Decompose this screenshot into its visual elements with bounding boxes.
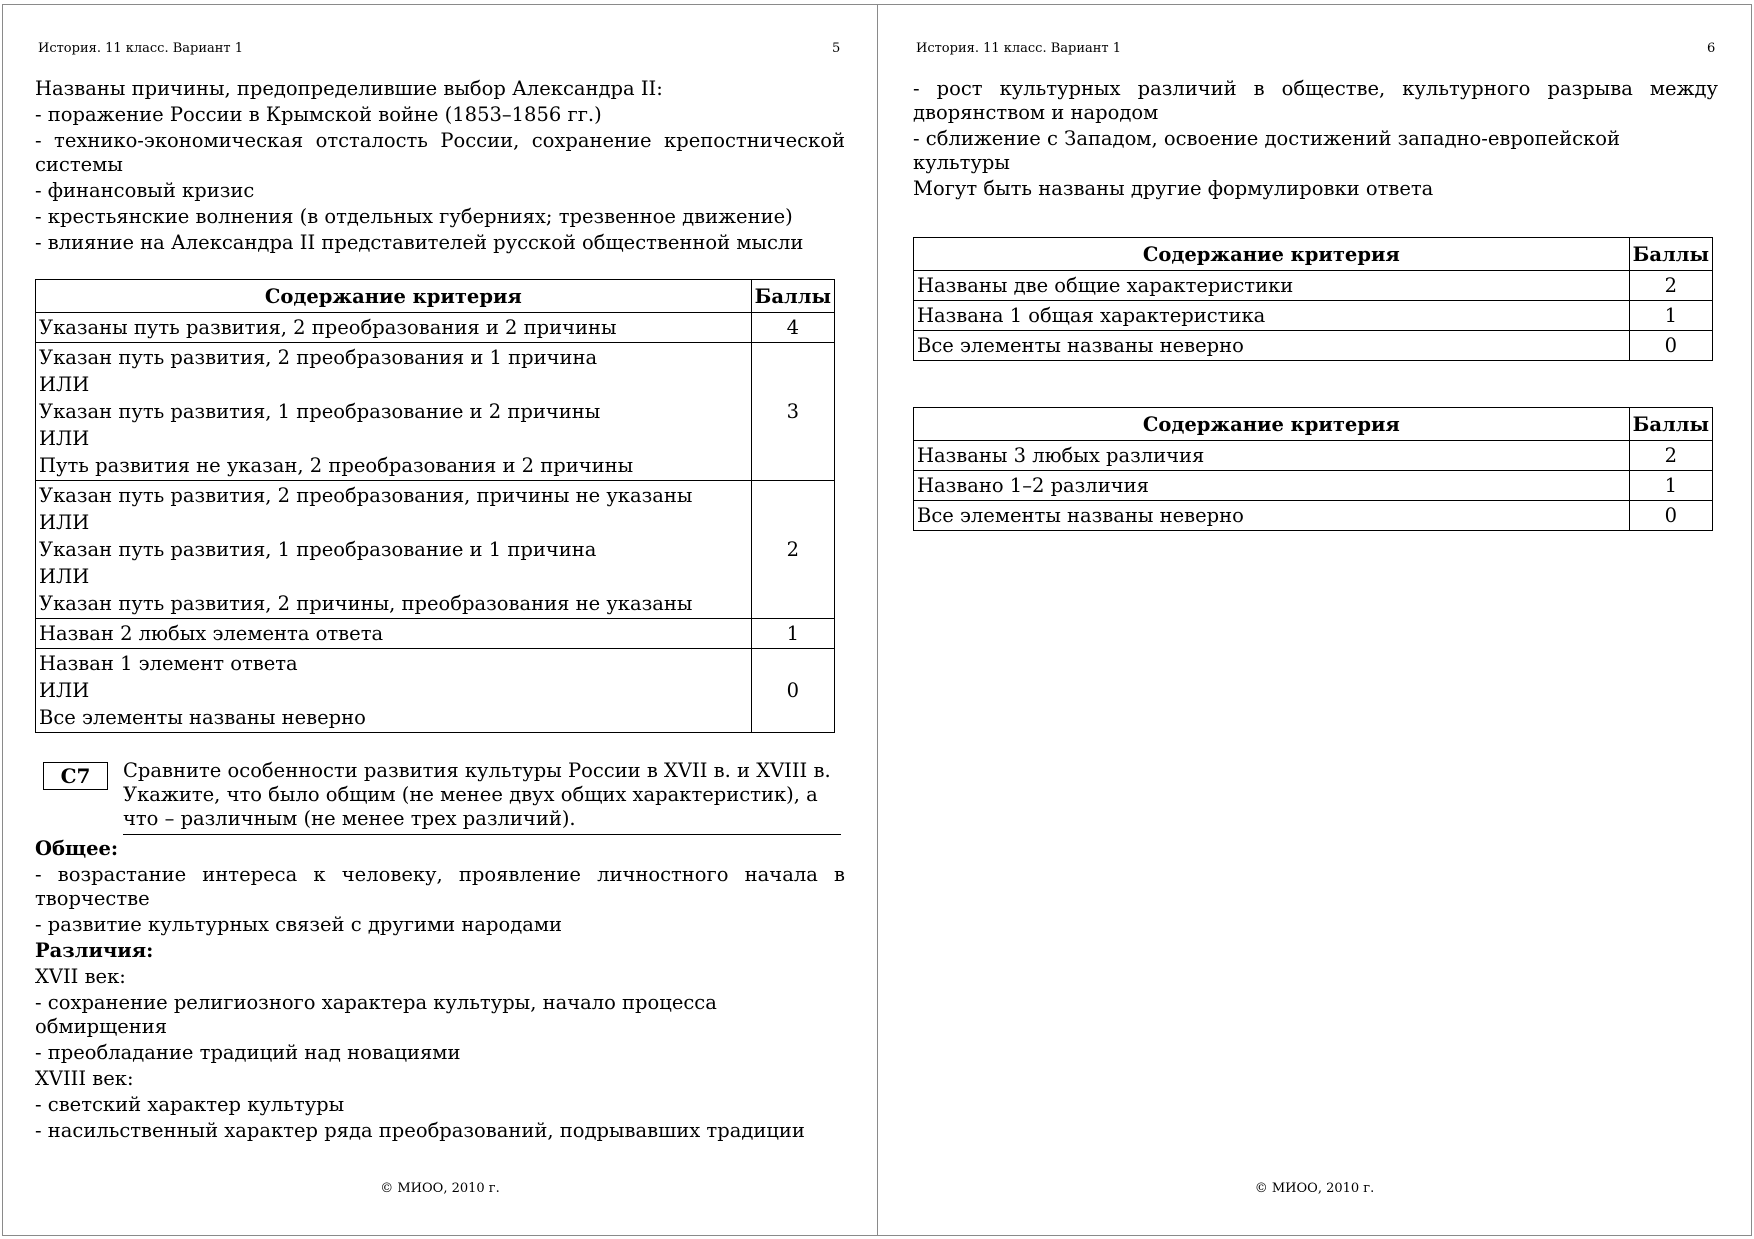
table-header-row — [36, 280, 835, 313]
common-heading: Общее: — [35, 837, 119, 860]
difference-item: - светский характер культуры — [35, 1093, 345, 1116]
criterion-header: Содержание критерия — [36, 280, 752, 313]
score-header: Баллы — [751, 280, 834, 313]
score-value: 0 — [1629, 331, 1712, 361]
differences-heading: Различия: — [35, 939, 154, 962]
page-5 — [2, 4, 878, 1236]
intro-line: - технико-экономическая отсталость России, сохранение крепостнической системы — [35, 129, 845, 176]
criterion-text: Путь развития не указан, 2 преобразования и 2 причины — [39, 454, 634, 477]
table-row — [914, 441, 1713, 471]
page-number: 5 — [832, 41, 841, 56]
table-header-row — [914, 238, 1713, 271]
difference-item: - сближение с Западом, освоение достижений западно-европейской культуры — [913, 127, 1620, 174]
score-value: 2 — [751, 481, 834, 619]
criterion-text: Указан путь развития, 1 преобразование и 2 причины — [39, 400, 601, 423]
page-header-title: История. 11 класс. Вариант 1 — [38, 41, 244, 56]
intro-line: Названы причины, предопределившие выбор Александра II: — [35, 77, 663, 100]
criterion-text: ИЛИ — [39, 427, 90, 450]
century-heading: XVII век: — [35, 965, 126, 988]
criterion-text: Все элементы названы неверно — [39, 706, 366, 729]
criterion-text: Указан путь развития, 2 причины, преобразования не указаны — [39, 592, 693, 615]
criterion-text: Названы 3 любых различия — [914, 441, 1630, 471]
table-row — [914, 301, 1713, 331]
table-row — [914, 331, 1713, 361]
answer-note: Могут быть названы другие формулировки ответа — [913, 177, 1434, 200]
intro-line: - финансовый кризис — [35, 179, 255, 202]
score-value: 0 — [751, 649, 834, 733]
criteria-table-common — [913, 237, 1713, 361]
intro-line: - влияние на Александра II представителей русской общественной мысли — [35, 231, 804, 254]
document-spread — [2, 4, 1752, 1236]
page-6-content — [913, 77, 1718, 531]
criterion-text: Указан путь развития, 2 преобразования и 1 причина — [39, 346, 598, 369]
criterion-text: ИЛИ — [39, 373, 90, 396]
criterion-text: ИЛИ — [39, 679, 90, 702]
task-c7 — [35, 759, 845, 835]
intro-line: - крестьянские волнения (в отдельных губерниях; трезвенное движение) — [35, 205, 793, 228]
century-heading: XVIII век: — [35, 1067, 134, 1090]
score-value: 3 — [751, 343, 834, 481]
difference-item: - преобладание традиций над новациями — [35, 1041, 461, 1064]
page-footer: © МИОО, 2010 г. — [1254, 1181, 1375, 1196]
criteria-table-c6 — [35, 279, 835, 733]
task-text: Сравните особенности развития культуры России в XVII в. и XVIII в. Укажите, что было общим (не менее двух общих характеристик), а что – различным (не менее трех различий). — [123, 759, 841, 835]
score-value: 1 — [1629, 471, 1712, 501]
table-row — [914, 501, 1713, 531]
common-item: - возрастание интереса к человеку, проявление личностного начала в творчестве — [35, 863, 845, 910]
criterion-text: Указан путь развития, 2 преобразования, причины не указаны — [39, 484, 693, 507]
score-value: 0 — [1629, 501, 1712, 531]
table-row — [36, 343, 835, 481]
table-row — [914, 271, 1713, 301]
criterion-text: Указан путь развития, 1 преобразование и 1 причина — [39, 538, 597, 561]
score-value: 4 — [751, 313, 834, 343]
criterion-text: Названо 1–2 различия — [914, 471, 1630, 501]
score-header: Баллы — [1629, 238, 1712, 271]
criterion-text: Названа 1 общая характеристика — [914, 301, 1630, 331]
score-value: 1 — [1629, 301, 1712, 331]
score-header: Баллы — [1629, 408, 1712, 441]
criterion-text: Названы две общие характеристики — [914, 271, 1630, 301]
criterion-header: Содержание критерия — [914, 408, 1630, 441]
intro-line: - поражение России в Крымской войне (1853–1856 гг.) — [35, 103, 602, 126]
criteria-table-differences — [913, 407, 1713, 531]
criterion-header: Содержание критерия — [914, 238, 1630, 271]
table-row — [36, 313, 835, 343]
page-5-content — [35, 77, 845, 1145]
task-label: C7 — [43, 762, 108, 790]
table-header-row — [914, 408, 1713, 441]
criterion-text: Все элементы названы неверно — [914, 331, 1630, 361]
score-value: 2 — [1629, 441, 1712, 471]
table-row — [36, 649, 835, 733]
criterion-text: ИЛИ — [39, 565, 90, 588]
difference-item: - сохранение религиозного характера культуры, начало процесса обмирщения — [35, 991, 717, 1038]
criterion-text: Назван 1 элемент ответа — [39, 652, 298, 675]
criterion-text: Назван 2 любых элемента ответа — [39, 622, 384, 645]
table-row — [36, 619, 835, 649]
common-item: - развитие культурных связей с другими народами — [35, 913, 563, 936]
page-footer: © МИОО, 2010 г. — [380, 1181, 500, 1196]
criterion-text: Все элементы названы неверно — [914, 501, 1630, 531]
page-header-title: История. 11 класс. Вариант 1 — [916, 41, 1122, 56]
table-row — [914, 471, 1713, 501]
difference-item: - рост культурных различий в обществе, культурного разрыва между дворянством и народом — [913, 77, 1718, 124]
criterion-text: Указаны путь развития, 2 преобразования и 2 причины — [39, 316, 617, 339]
page-number: 6 — [1707, 41, 1716, 56]
table-row — [36, 481, 835, 619]
criterion-text: ИЛИ — [39, 511, 90, 534]
page-6 — [877, 4, 1752, 1236]
score-value: 2 — [1629, 271, 1712, 301]
score-value: 1 — [751, 619, 834, 649]
difference-item: - насильственный характер ряда преобразований, подрывавших традиции — [35, 1119, 805, 1142]
